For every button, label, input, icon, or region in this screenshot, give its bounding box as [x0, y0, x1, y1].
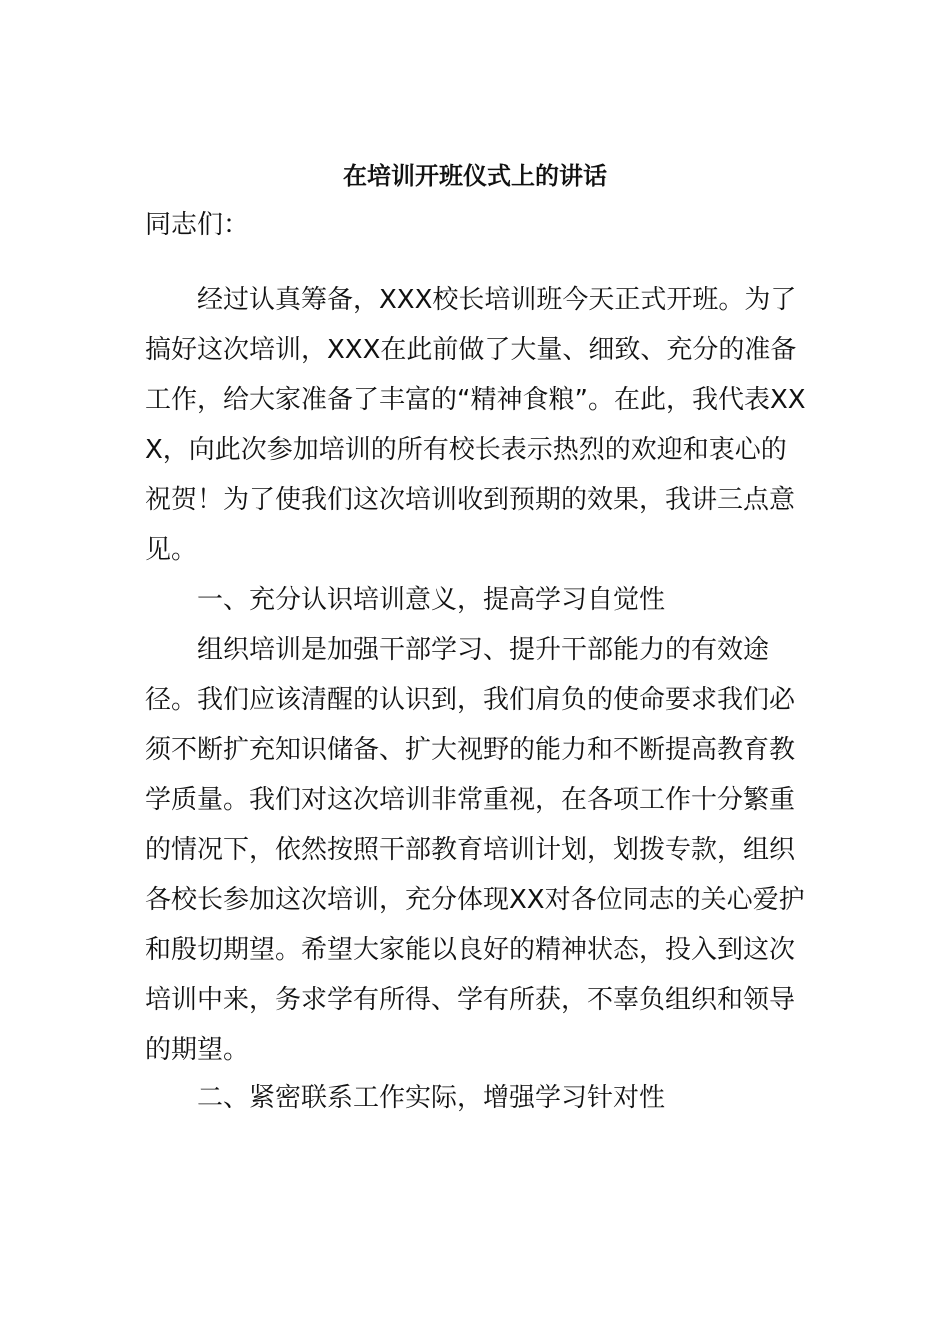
section-heading-1: 一、充分认识培训意义，提高学习自觉性 — [197, 585, 666, 615]
document-title: 在培训开班仪式上的讲话 — [343, 162, 607, 190]
section-heading-2: 二、紧密联系工作实际，增强学习针对性 — [197, 1083, 666, 1113]
paragraph-opening: 经过认真筹备，XXX校长培训班今天正式开班。为了搞好这次培训，XXX在此前做了大量、细致、充分的准备工作，给大家准备了丰富的“精神食粮”。在此，我代表XXX，向此次参加培训的所有校长表示热烈的欢迎和衷心的祝贺！为了使我们这次培训收到预期的效果，我讲三点意见。 — [145, 285, 806, 565]
paragraph-section-1: 组织培训是加强干部学习、提升干部能力的有效途径。我们应该清醒的认识到，我们肩负的使命要求我们必须不断扩充知识储备、扩大视野的能力和不断提高教育教学质量。我们对这次培训非常重视，在各项工作十分繁重的情况下，依然按照干部教育培训计划，划拨专款，组织各校长参加这次培训，充分体现XX对各位同志的关心爱护和殷切期望。希望大家能以良好的精神状态，投入到这次培训中来，务求学有所得、学有所获，不辜负组织和领导的期望。 — [145, 635, 805, 1065]
salutation: 同志们： — [145, 210, 250, 240]
